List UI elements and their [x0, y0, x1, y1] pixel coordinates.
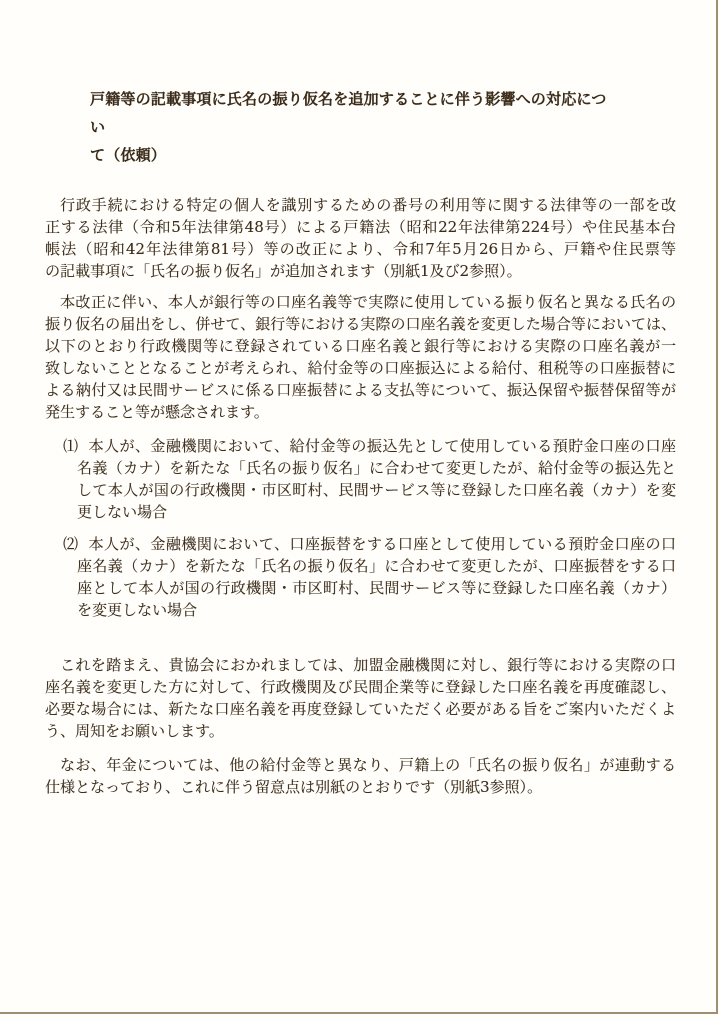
page-edge-right — [716, 0, 718, 1014]
paragraph — [45, 291, 676, 423]
text-line: 座名義を変更した方に対して、行政機関及び民間企業等に登録した口座名義を再度確認し、 — [45, 678, 676, 696]
list-marker: ⑴ — [63, 437, 79, 455]
text-line: 正する法律（令和5年法律第48号）による戸籍法（昭和22年法律第224号）や住民基本台 — [45, 218, 676, 236]
text-line: 座名義（カナ）を新たな「氏名の振り仮名」に合わせて変更したが、口座振替をする口 — [77, 557, 676, 575]
page-edge-bottom — [0, 1012, 718, 1014]
text-line: を変更しない場合 — [77, 601, 198, 619]
text-line: 以下のとおり行政機関等に登録されている口座名義と銀行等における実際の口座名義が一 — [45, 337, 676, 355]
text-line: 仕様となっており、これに伴う留意点は別紙のとおりです（別紙3参照）。 — [45, 778, 543, 796]
text-line: 致しないこととなることが考えられ、給付金等の口座振込による給付、租税等の口座振替に — [45, 359, 676, 377]
text-line: これを踏まえ、貴協会におかれましては、加盟金融機関に対し、銀行等における実際の口 — [60, 656, 676, 674]
text-line: よる納付又は民間サービスに係る口座振替による支払等について、振込保留や振替保留等が — [45, 381, 676, 399]
text-line: して本人が国の行政機関・市区町村、民間サービス等に登録した口座名義（カナ）を変 — [77, 481, 676, 499]
text-line: 帳法（昭和42年法律第81号）等の改正により、令和7年5月26日から、戸籍や住民票等 — [45, 240, 676, 258]
list-marker: ⑵ — [63, 535, 79, 553]
paragraph — [45, 194, 676, 282]
text-line: う、周知をお願いします。 — [45, 722, 224, 740]
title-line: て（依頼） — [90, 146, 167, 164]
text-line: なお、年金については、他の給付金等と異なり、戸籍上の「氏名の振り仮名」が連動する — [60, 756, 676, 774]
list-item — [63, 533, 676, 621]
paragraph — [45, 754, 676, 798]
document-body — [45, 194, 676, 798]
text-line: の記載事項に「氏名の振り仮名」が追加されます（別紙1及び2参照）。 — [45, 262, 522, 280]
text-line: 更しない場合 — [77, 503, 168, 521]
list-item — [63, 435, 676, 523]
text-line: 行政手続における特定の個人を識別するための番号の利用等に関する法律等の一部を改 — [60, 196, 676, 214]
text-line: ⑵ 本人が、金融機関において、口座振替をする口座として使用している預貯金口座の口 — [63, 535, 676, 553]
text-line: 振り仮名の届出をし、併せて、銀行等における実際の口座名義を変更した場合等においては、 — [45, 315, 676, 333]
text-line: 必要な場合には、新たな口座名義を再度登録していただく必要がある旨をご案内いただくよ — [45, 700, 676, 718]
document-title — [90, 85, 620, 169]
text-line: ⑴ 本人が、金融機関において、給付金等の振込先として使用している預貯金口座の口座 — [63, 437, 676, 455]
title-line: 戸籍等の記載事項に氏名の振り仮名を追加することに伴う影響への対応につい — [90, 90, 607, 136]
text-line: 発生すること等が懸念されます。 — [45, 403, 269, 421]
text-line: 名義（カナ）を新たな「氏名の振り仮名」に合わせて変更したが、給付金等の振込先と — [77, 459, 676, 477]
paragraph — [45, 654, 676, 742]
text-line: 座として本人が国の行政機関・市区町村、民間サービス等に登録した口座名義（カナ） — [77, 579, 676, 597]
text-line: 本改正に伴い、本人が銀行等の口座名義等で実際に使用している振り仮名と異なる氏名の — [60, 293, 676, 311]
